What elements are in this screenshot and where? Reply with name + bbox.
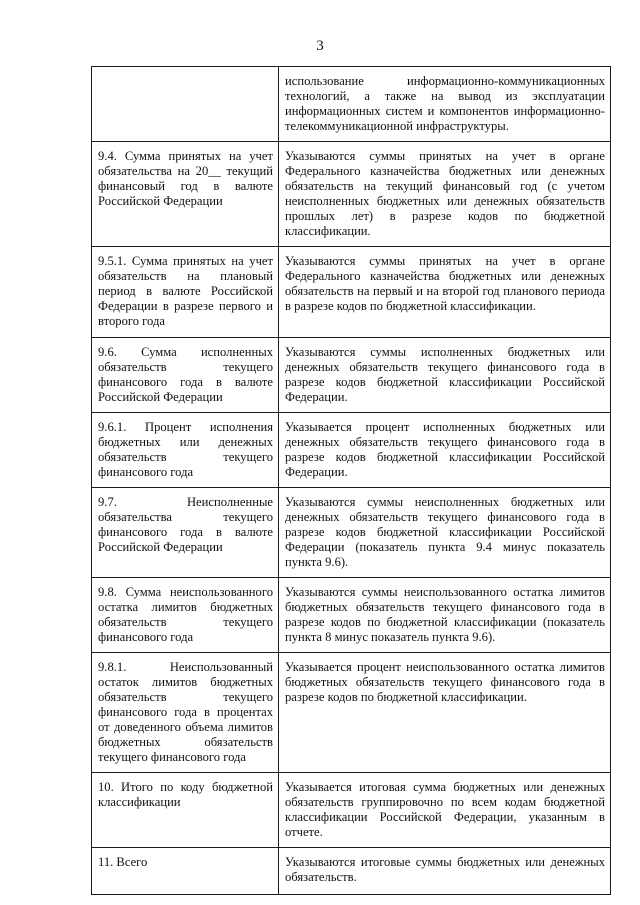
row-label: 11. Всего — [92, 848, 279, 895]
table-row — [92, 848, 611, 895]
table-row — [92, 338, 611, 413]
row-label: 9.8.1. Неиспользованный остаток лимитов бюджетных обязательств текущего финансового года в процентах от доведенного объема лимитов бюджетных обязательств текущего финансового года — [92, 653, 279, 773]
row-description: Указывается процент исполненных бюджетных или денежных обязательств текущего финансового года в разрезе кодов бюджетной классификации Российской Федерации. — [279, 413, 611, 488]
table-row — [92, 247, 611, 338]
table-row — [92, 142, 611, 247]
row-label: 9.4. Сумма принятых на учет обязательства на 20__ текущий финансовый год в валюте Российской Федерации — [92, 142, 279, 247]
row-label — [92, 67, 279, 142]
table-row — [92, 413, 611, 488]
row-description: Указываются суммы принятых на учет в органе Федерального казначейства бюджетных или денежных обязательств на первый и на второй год планового периода в разрезе кодов по бюджетной классификации. — [279, 247, 611, 338]
row-label: 9.7. Неисполненные обязательства текущего финансового года в валюте Российской Федерации — [92, 488, 279, 578]
table-row — [92, 488, 611, 578]
row-description: Указываются суммы неиспользованного остатка лимитов бюджетных обязательств текущего финансового года в разрезе кодов по бюджетной классификации (показатель пункта 8 минус показатель пункта 9.6). — [279, 578, 611, 653]
row-description: Указываются суммы принятых на учет в органе Федерального казначейства бюджетных или денежных обязательств на текущий финансовый год (с учетом неисполненных бюджетных или денежных обязательств прошлых лет) в разрезе кодов по бюджетной классификации. — [279, 142, 611, 247]
table-row — [92, 67, 611, 142]
requirements-table — [91, 66, 611, 895]
table-row — [92, 773, 611, 848]
row-description: Указывается процент неиспользованного остатка лимитов бюджетных обязательств текущего финансового года в разрезе кодов по бюджетной классификации. — [279, 653, 611, 773]
table-row — [92, 653, 611, 773]
table-row — [92, 578, 611, 653]
row-description: Указываются суммы исполненных бюджетных или денежных обязательств текущего финансового года в разрезе кодов бюджетной классификации Российской Федерации. — [279, 338, 611, 413]
row-label: 9.5.1. Сумма принятых на учет обязательств на плановый период в валюте Российской Федерации в разрезе первого и второго года — [92, 247, 279, 338]
row-label: 9.6. Сумма исполненных обязательств текущего финансового года в валюте Российской Федерации — [92, 338, 279, 413]
row-label: 9.6.1. Процент исполнения бюджетных или денежных обязательств текущего финансового года — [92, 413, 279, 488]
row-description: использование информационно-коммуникационных технологий, а также на вывод из эксплуатации информационных систем и компонентов информационно-телекоммуникационной инфраструктуры. — [279, 67, 611, 142]
row-description: Указываются суммы неисполненных бюджетных или денежных обязательств текущего финансового года в разрезе кодов бюджетной классификации Российской Федерации (показатель пункта 9.4 минус показатель пункта 9.6). — [279, 488, 611, 578]
row-description: Указываются итоговые суммы бюджетных или денежных обязательств. — [279, 848, 611, 895]
row-label: 10. Итого по коду бюджетной классификации — [92, 773, 279, 848]
page-number: 3 — [316, 38, 324, 54]
row-description: Указывается итоговая сумма бюджетных или денежных обязательств группировочно по всем кодам бюджетной классификации Российской Федерации, указанным в отчете. — [279, 773, 611, 848]
row-label: 9.8. Сумма неиспользованного остатка лимитов бюджетных обязательств текущего финансового года — [92, 578, 279, 653]
